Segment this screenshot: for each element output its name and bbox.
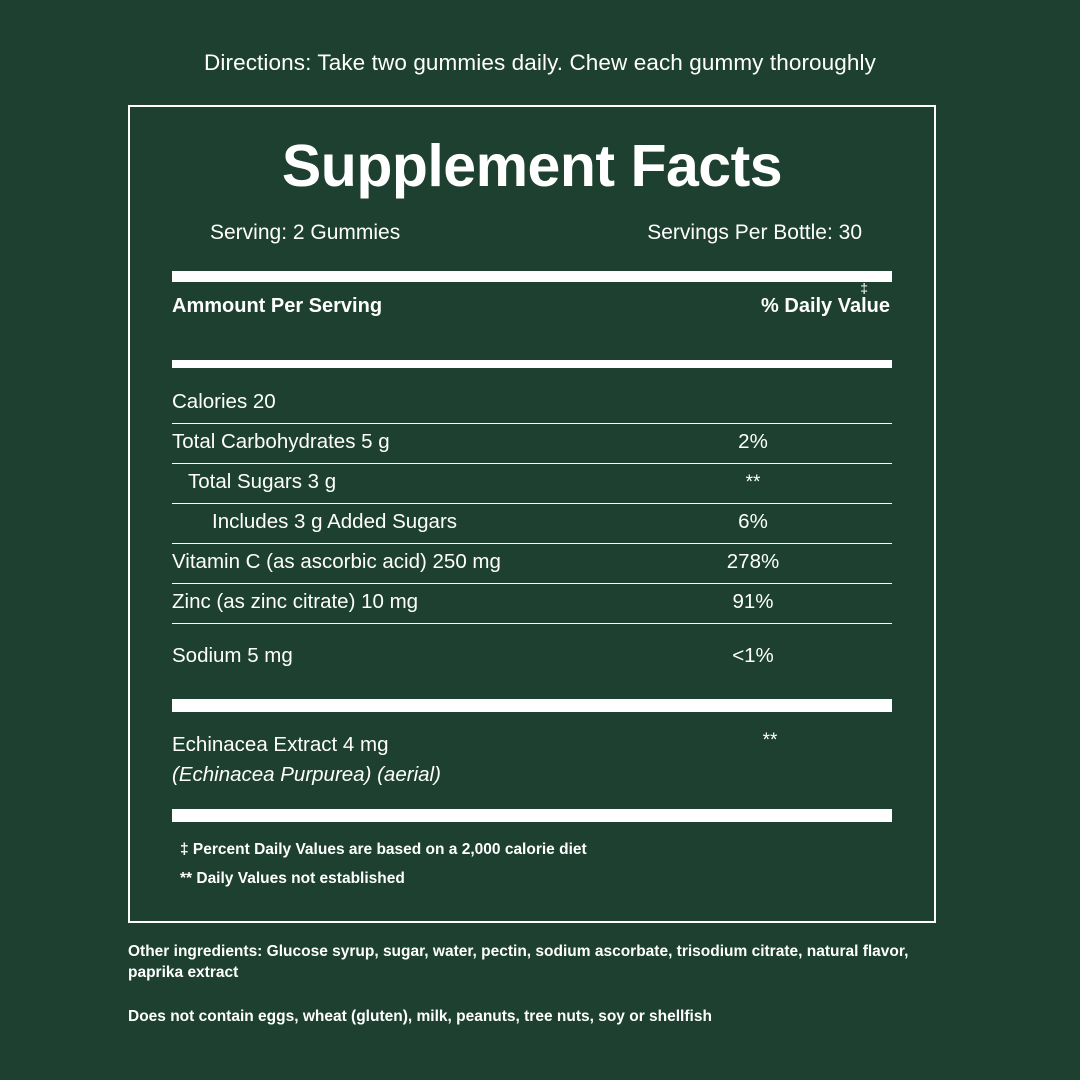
daily-value-label: % Daily Value (761, 294, 890, 317)
panel-inner (172, 127, 892, 894)
nutrient-value: 91% (648, 583, 892, 623)
nutrient-name: Sodium 5 mg (172, 643, 293, 667)
table-row (172, 638, 892, 677)
table-row (172, 543, 892, 583)
nutrient-value: 6% (648, 503, 892, 543)
table-row (172, 583, 892, 623)
servings-per-bottle: Servings Per Bottle: 30 (647, 220, 862, 244)
serving-info-row (172, 221, 892, 245)
nutrient-value: 2% (648, 423, 892, 463)
divider-block-lower (172, 809, 892, 822)
botanical-value: ** (762, 729, 778, 751)
allergen-statement: Does not contain eggs, wheat (gluten), milk, peanuts, tree nuts, soy or shellfish (128, 1008, 712, 1025)
nutrient-name: Total Carbohydrates 5 g (172, 423, 648, 463)
nutrient-value: 278% (648, 543, 892, 583)
footnote-daily-value: ‡ Percent Daily Values are based on a 2,000 calorie diet (180, 841, 587, 859)
botanical-name-block (172, 730, 441, 789)
table-row (172, 423, 892, 463)
botanical-row (172, 730, 892, 789)
nutrient-name: Includes 3 g Added Sugars (172, 503, 648, 543)
daily-value-header (761, 279, 892, 319)
facts-header-row (172, 279, 892, 352)
nutrition-table (172, 384, 892, 677)
amount-per-serving-label: Ammount Per Serving (172, 294, 383, 317)
dagger-symbol: ‡ (860, 279, 868, 296)
botanical-common-name: Echinacea Extract 4 mg (172, 732, 389, 756)
other-ingredients-text: Other ingredients: Glucose syrup, sugar, water, pectin, sodium ascorbate, trisodium citrate, natural flavor, paprika extract (128, 943, 909, 981)
nutrient-name: Zinc (as zinc citrate) 10 mg (172, 583, 648, 623)
footnotes (172, 836, 892, 893)
serving-size: Serving: 2 Gummies (210, 220, 401, 244)
divider-thick-top (172, 271, 892, 282)
table-row (172, 503, 892, 543)
nutrient-name: Calories 20 (172, 384, 648, 424)
nutrient-value: <1% (732, 643, 774, 667)
supplement-facts-panel (128, 105, 936, 923)
nutrient-name: Total Sugars 3 g (172, 463, 648, 503)
table-spacer (172, 623, 892, 638)
divider-medium (172, 360, 892, 368)
directions-text: Directions: Take two gummies daily. Chew each gummy thoroughly (204, 50, 876, 75)
nutrient-name: Vitamin C (as ascorbic acid) 250 mg (172, 543, 648, 583)
page-title: Supplement Facts (281, 133, 783, 199)
nutrient-value (648, 384, 892, 424)
nutrient-value: ** (648, 463, 892, 503)
footnote-not-established: ** Daily Values not established (180, 869, 405, 887)
botanical-latin-name: (Echinacea Purpurea) (aerial) (172, 762, 441, 786)
table-row (172, 463, 892, 503)
divider-block-upper (172, 699, 892, 712)
table-row (172, 384, 892, 424)
